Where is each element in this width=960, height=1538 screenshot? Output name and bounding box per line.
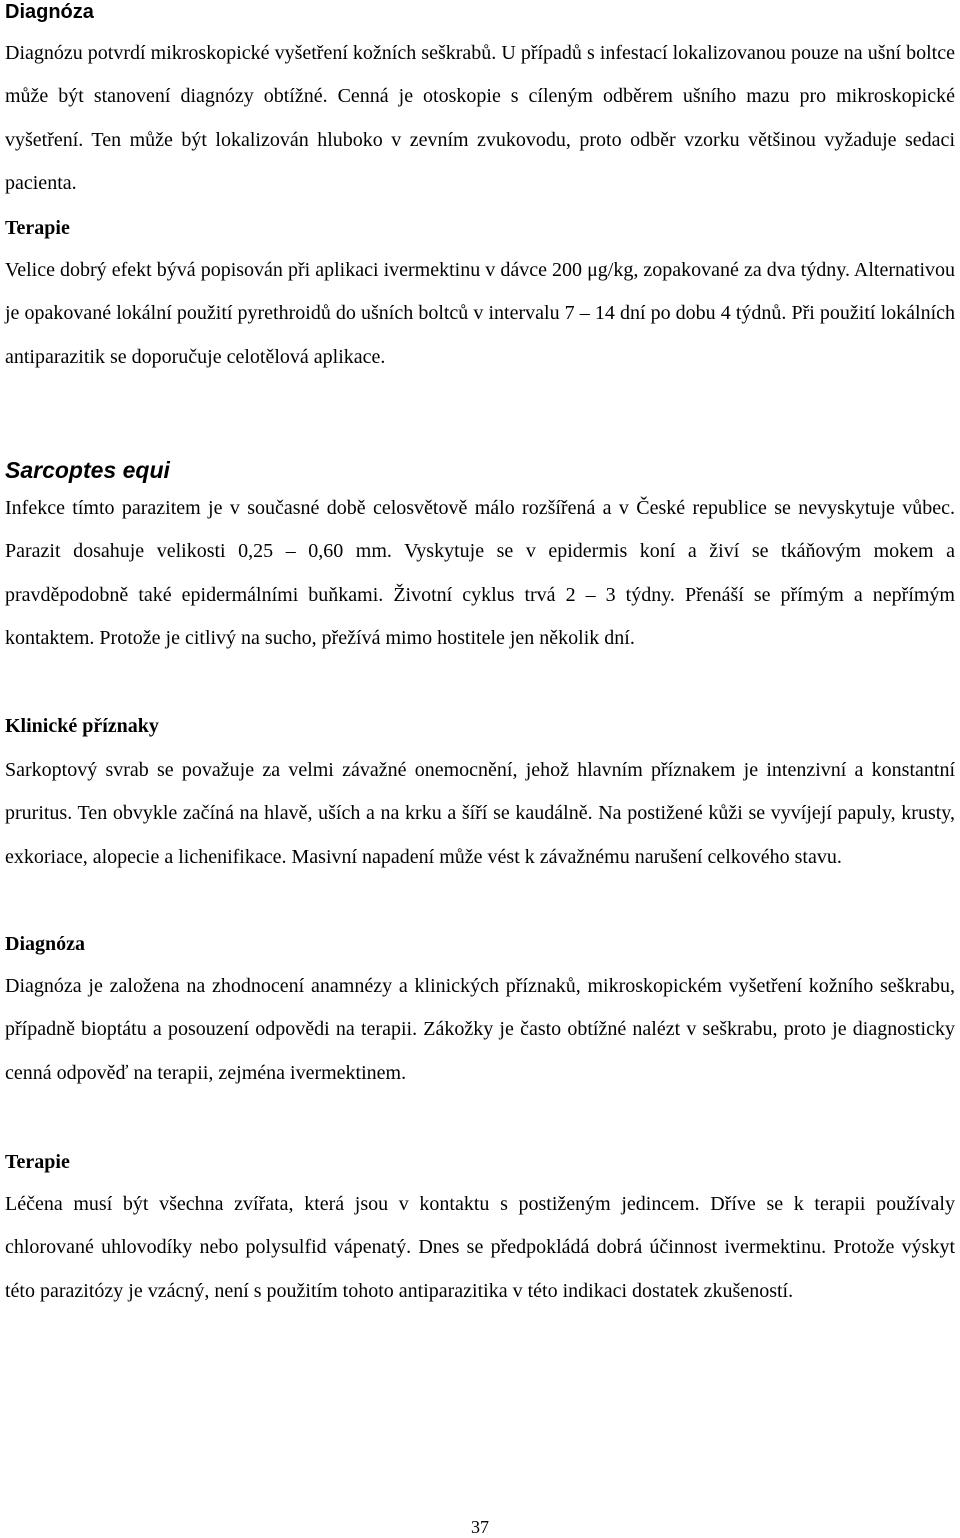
paragraph-therapy: Velice dobrý efekt bývá popisován při aplikaci ivermektinu v dávce 200 μg/kg, zopakované za dva týdny. Alternativou je opakované lokální použití pyrethroidů do ušních boltců v intervalu 7 – 14 dní po dobu 4 týdnů. Při použití lokálních antiparazitik se doporučuje celotělová aplikace.: [5, 259, 955, 368]
page-number: 37: [471, 1517, 489, 1537]
heading-diagnosis: Diagnóza: [5, 1, 94, 23]
paragraph-diagnosis: Diagnózu potvrdí mikroskopické vyšetření kožních seškrabů. U případů s infestací lokalizovanou pouze na ušní boltce může být stanovení diagnózy obtížné. Cenná je otoskopie s cíleným odběrem ušního mazu pro mikroskopické vyšetření. Ten může být lokalizován hluboko v zevním zvukovodu, proto odběr vzorku většinou vyžaduje sedaci pacienta.: [5, 42, 955, 194]
paragraph-diagnosis-2: Diagnóza je založena na zhodnocení anamnézy a klinických příznaků, mikroskopickém vyšetření kožního seškrabu, případně bioptátu a posouzení odpovědi na terapii. Zákožky je často obtížné nalézt v seškrabu, proto je diagnosticky cenná odpověď na terapii, zejména ivermektinem.: [5, 975, 955, 1084]
heading-species: Sarcoptes equi: [5, 457, 170, 483]
heading-diagnosis-2: Diagnóza: [5, 933, 85, 955]
heading-clinical-signs: Klinické příznaky: [5, 715, 159, 737]
paragraph-species: Infekce tímto parazitem je v současné době celosvětově málo rozšířená a v České republice se nevyskytuje vůbec. Parazit dosahuje velikosti 0,25 – 0,60 mm. Vyskytuje se v epidermis koní a živí se tkáňovým mokem a pravděpodobně také epidermálními buňkami. Životní cyklus trvá 2 – 3 týdny. Přenáší se přímým a nepřímým kontaktem. Protože je citlivý na sucho, přežívá mimo hostitele jen několik dní.: [5, 497, 955, 649]
paragraph-clinical-signs: Sarkoptový svrab se považuje za velmi závažné onemocnění, jehož hlavním příznakem je intenzivní a konstantní pruritus. Ten obvykle začíná na hlavě, uších a na krku a šíří se kaudálně. Na postižené kůži se vyvíjejí papuly, krusty, exkoriace, alopecie a lichenifikace. Masivní napadení může vést k závažnému narušení celkového stavu.: [5, 759, 955, 868]
paragraph-therapy-2: Léčena musí být všechna zvířata, která jsou v kontaktu s postiženým jedincem. Dříve se k terapii používaly chlorované uhlovodíky nebo polysulfid vápenatý. Dnes se předpokládá dobrá účinnost ivermektinu. Protože výskyt této parazitózy je vzácný, není s použitím tohoto antiparazitika v této indikaci dostatek zkušeností.: [5, 1193, 955, 1302]
heading-therapy: Terapie: [5, 217, 70, 239]
heading-therapy-2: Terapie: [5, 1151, 70, 1173]
